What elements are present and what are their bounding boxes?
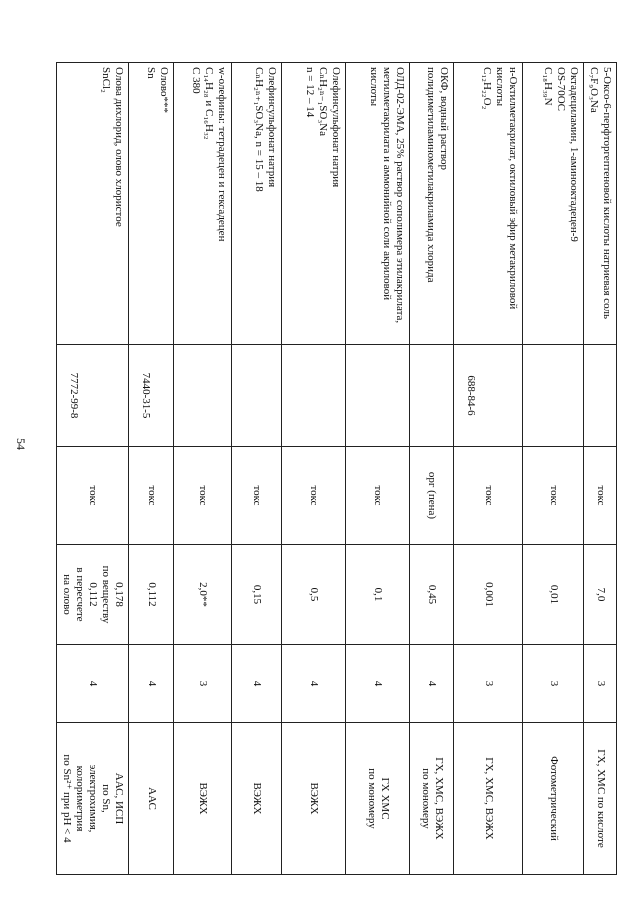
table-row — [454, 63, 523, 875]
concentration-cell-line: в пересчете — [74, 567, 87, 622]
substance-name-cell — [174, 63, 232, 345]
limiting-indicator-cell: токс — [232, 447, 282, 545]
concentration-cell-line: по веществу — [100, 565, 113, 624]
substance-name-cell-line: н-Октилметакрилат, октиловый эфир метакриловой кислоты — [494, 67, 520, 310]
concentration-cell-line: 2,0** — [197, 582, 210, 607]
hazard-class-cell: 4 — [282, 645, 346, 723]
substance-name-cell-line: OS-70OC — [555, 67, 568, 112]
concentration-cell-line: 7,0 — [594, 587, 607, 602]
hazard-class-cell: 3 — [454, 645, 523, 723]
analysis-method-cell-line: ВЭЖХ — [308, 782, 321, 815]
limiting-indicator-cell: токс — [129, 447, 174, 545]
analysis-method-cell-line: электрохимия, — [87, 764, 100, 833]
substance-name-cell — [584, 63, 617, 345]
analysis-method-cell — [129, 723, 174, 875]
concentration-cell-line: 0,1 — [372, 587, 385, 602]
substance-name-cell-line: CₙH₂ₙ₋₁SO₃Na — [317, 67, 330, 136]
table-row — [282, 63, 346, 875]
substance-name-cell-line: C 380 — [190, 67, 203, 94]
concentration-cell — [454, 545, 523, 645]
limiting-indicator-cell: орг (пена) — [410, 447, 454, 545]
analysis-method-cell — [584, 723, 617, 875]
cas-number-cell — [346, 345, 410, 447]
hazard-class-cell: 3 — [523, 645, 584, 723]
analysis-method-cell — [523, 723, 584, 875]
cas-number-cell: 7772-99-8 — [57, 345, 129, 447]
analysis-method-cell-line: ГХ ХМС — [378, 777, 391, 820]
table-row — [410, 63, 454, 875]
analysis-method-cell-line: по мономеру — [419, 768, 432, 829]
analysis-method-cell — [57, 723, 129, 875]
substance-name-cell-line: Олефинсульфонат натрия — [330, 67, 343, 188]
analysis-method-cell — [282, 723, 346, 875]
substance-table — [56, 62, 617, 875]
concentration-cell — [232, 545, 282, 645]
analysis-method-cell — [174, 723, 232, 875]
concentration-cell-line: 0,01 — [547, 584, 560, 605]
substance-name-cell-line: C₁₂H₂₂O₂ — [481, 67, 494, 110]
substance-name-cell-line: n = 12 – 14 — [304, 67, 317, 118]
concentration-cell-line: на олово — [61, 574, 74, 615]
substance-name-cell — [346, 63, 410, 345]
substance-name-cell-line: Sn — [145, 67, 158, 79]
table-row — [174, 63, 232, 875]
hazard-class-cell: 3 — [174, 645, 232, 723]
substance-name-cell-line: ОЛД-02-ЭМА, 25% раствор сополимера этилакрилата, метилметакрилата и аммонийной соли акриловой кислоты — [368, 67, 407, 324]
analysis-method-cell-line: по мономеру — [365, 768, 378, 829]
limiting-indicator-cell: токс — [584, 447, 617, 545]
substance-name-cell-line: SnCl₂ — [100, 67, 113, 93]
hazard-class-cell: 4 — [57, 645, 129, 723]
concentration-cell — [57, 545, 129, 645]
substance-name-cell-line: C₁₄H₂₈ и C₁₆H₃₂ — [203, 67, 216, 140]
cas-number-cell — [232, 345, 282, 447]
analysis-method-cell-line: Фотометрический — [547, 756, 560, 841]
concentration-cell-line: 0,112 — [87, 582, 100, 607]
concentration-cell — [346, 545, 410, 645]
concentration-cell-line: 0,178 — [113, 582, 126, 607]
concentration-cell-line: 0,5 — [308, 587, 321, 602]
concentration-cell — [282, 545, 346, 645]
analysis-method-cell-line: ГХ, ХМС по кислоте — [594, 749, 607, 848]
substance-name-cell-line: C₇F₉O₃Na — [588, 67, 601, 113]
page-number: 54 — [14, 438, 28, 450]
cas-number-cell — [523, 345, 584, 447]
analysis-method-cell-line: ААС, ИСП — [113, 772, 126, 825]
analysis-method-cell — [454, 723, 523, 875]
concentration-cell — [584, 545, 617, 645]
hazard-class-cell: 4 — [346, 645, 410, 723]
cas-number-cell — [410, 345, 454, 447]
table-row — [57, 63, 129, 875]
cas-number-cell: 688-84-6 — [454, 345, 523, 447]
substance-name-cell — [232, 63, 282, 345]
limiting-indicator-cell: токс — [523, 447, 584, 545]
hazard-class-cell: 4 — [410, 645, 454, 723]
substance-name-cell — [282, 63, 346, 345]
limiting-indicator-cell: токс — [282, 447, 346, 545]
analysis-method-cell-line: ГХ, ХМС, ВЭЖХ — [482, 757, 495, 840]
concentration-cell-line: 0,45 — [426, 584, 439, 605]
substance-name-cell-line: Олово*** — [158, 67, 171, 114]
cas-number-cell — [584, 345, 617, 447]
substance-name-cell — [454, 63, 523, 345]
analysis-method-cell-line: ГХ, ХМС, ВЭЖХ — [432, 757, 445, 840]
analysis-method-cell-line: ВЭЖХ — [251, 782, 264, 815]
substance-name-cell-line: Олова дихлорид, олово хлористое — [113, 67, 126, 227]
concentration-cell-line: 0,112 — [145, 582, 158, 607]
analysis-method-cell — [232, 723, 282, 875]
substance-name-cell-line: C₁₈H₃₉N — [542, 67, 555, 106]
table-row — [232, 63, 282, 875]
cas-number-cell — [282, 345, 346, 447]
concentration-cell — [523, 545, 584, 645]
substance-name-cell-line: w-олефины: тетрадецен и гексадецен — [216, 67, 229, 242]
substance-name-cell — [129, 63, 174, 345]
analysis-method-cell — [346, 723, 410, 875]
hazard-class-cell: 4 — [129, 645, 174, 723]
substance-name-cell-line: 5-Оксо-6-перфторгептеновой кислоты натриевая соль — [601, 67, 613, 319]
limiting-indicator-cell: токс — [57, 447, 129, 545]
substance-name-cell — [523, 63, 584, 345]
rotated-table-container — [61, 62, 617, 874]
analysis-method-cell-line: колориметрия — [74, 765, 87, 832]
analysis-method-cell-line: по Sn²⁺ при pH < 4 — [61, 754, 74, 843]
table-body — [57, 63, 617, 875]
limiting-indicator-cell: токс — [346, 447, 410, 545]
concentration-cell — [174, 545, 232, 645]
document-table-frame — [61, 62, 617, 874]
concentration-cell-line: 0,001 — [482, 582, 495, 607]
table-row — [584, 63, 617, 875]
limiting-indicator-cell: токс — [454, 447, 523, 545]
cas-number-cell — [174, 345, 232, 447]
substance-name-cell-line: Олефинсульфонат натрия — [266, 67, 279, 188]
concentration-cell — [410, 545, 454, 645]
concentration-cell-line: 0,15 — [251, 584, 264, 605]
substance-name-cell-line: CₙH₂ₙ₊₁SO₃Na, n = 15 – 18 — [253, 67, 266, 192]
concentration-cell — [129, 545, 174, 645]
substance-name-cell — [57, 63, 129, 345]
hazard-class-cell: 4 — [232, 645, 282, 723]
analysis-method-cell — [410, 723, 454, 875]
cas-number-cell: 7440-31-5 — [129, 345, 174, 447]
analysis-method-cell-line: ААС — [145, 787, 158, 810]
limiting-indicator-cell: токс — [174, 447, 232, 545]
substance-name-cell-line: ОКФ, водный раствор полидиметиламинометилакриламида хлорида — [425, 67, 451, 283]
substance-name-cell — [410, 63, 454, 345]
analysis-method-cell-line: ВЭЖХ — [197, 782, 210, 815]
table-row — [523, 63, 584, 875]
analysis-method-cell-line: по Sn, — [100, 784, 113, 813]
table-row — [346, 63, 410, 875]
table-row — [129, 63, 174, 875]
substance-name-cell-line: Октадециламин, 1-аминооктадецен-9 — [568, 67, 581, 242]
hazard-class-cell: 3 — [584, 645, 617, 723]
